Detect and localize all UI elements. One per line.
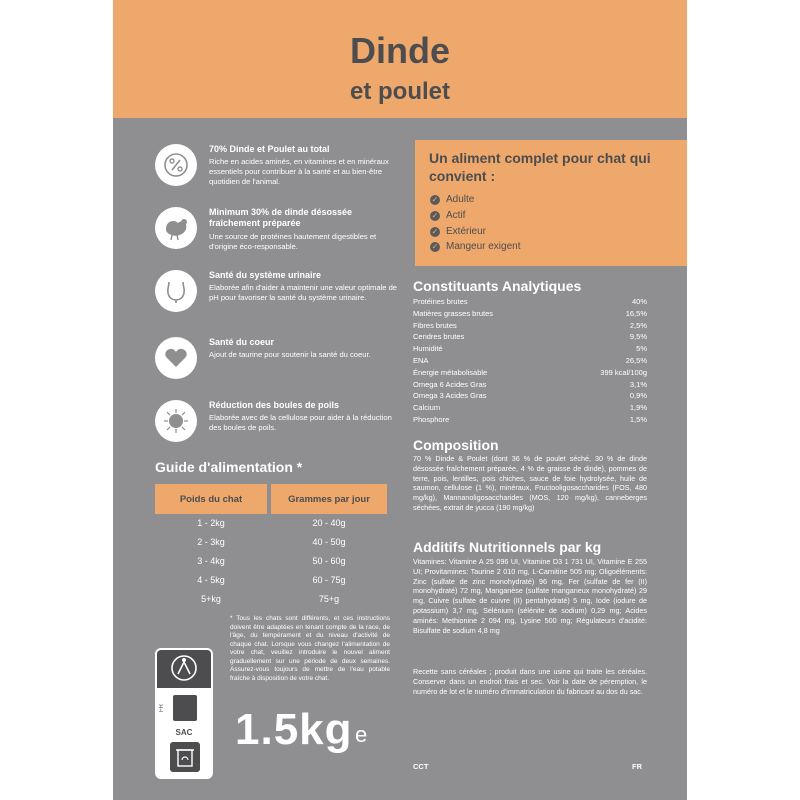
suitability-item: ✓ Mangeur exigent bbox=[431, 241, 521, 252]
analytics-label: Humidité bbox=[413, 344, 443, 354]
recycling-label bbox=[155, 648, 213, 779]
additives-title: Additifs Nutritionnels par kg bbox=[413, 539, 602, 555]
benefit-description: Ajout de taurine pour soutenir la santé du coeur. bbox=[209, 350, 371, 359]
column-header-grams: Grammes par jour bbox=[271, 484, 387, 514]
analytics-value: 26,5% bbox=[625, 356, 647, 365]
additives-text: Vitamines: Vitamine A 25 096 UI, Vitamine D3 1 731 UI, Vitamine E 255 UI; Provitamines: Taurine 2 010 mg, L-Carnitine 505 mg; Oligoéléments: Zinc (sulfate de zinc monohydraté) 96 mg, Fer (sulfate de fer (II) monohydraté) 72 mg, Manganèse (sulfate manganeux monohydraté) 29 mg, Cuivre (sulfate de cuivre (II) pentahydraté) 5 mg, Iode (iodure de potassium) 3,7 mg, Sélénium (sélénite de sodium) 0,29 mg; Acides aminés: Methionine 2 094 mg, Lysine 500 mg; Régulateurs d'acidité: Bisulfate de sodium 4,8 mg bbox=[413, 557, 647, 635]
analytics-value: 2,5% bbox=[629, 320, 647, 330]
guide-grams-cell: 40 - 50g bbox=[312, 537, 346, 547]
storage-text: Recette sans céréales ; produit dans une usine qui traite les céréales. Conserver dans un endroit frais et sec. Voir la date de péremption, le numéro de lot et le numéro d'immatriculation du fabricant au dos du sac. bbox=[413, 667, 647, 696]
benefit-description: Une source de protéines hautement digestibles et d'origine éco-responsable. bbox=[209, 232, 377, 251]
net-weight: 1.5kg bbox=[235, 705, 353, 754]
analytics-label: ENA bbox=[413, 356, 429, 365]
benefit-description: Elaborée afin d'aider à maintenir une valeur optimale de pH pour favoriser la santé du système urinaire. bbox=[209, 283, 398, 302]
estimated-sign: e bbox=[355, 722, 368, 747]
analytics-label: Fibres brutes bbox=[413, 320, 457, 330]
analytics-value: 16,5% bbox=[625, 308, 647, 318]
composition-text: 70 % Dinde & Poulet (dont 36 % de poulet séché, 30 % de dinde désossée fraîchement préparée, 4 % de graisse de dinde), pommes de terre, pois, lentilles, pois chiches, sauce de foie hydrolysée, huile de saumon, cellulose (1 %), minéraux, Fructooligosaccharides (FOS, 480 mg/kg), Mannanoligosaccharides (MOS, 120 mg/kg), canneberges séchées, extrait de yucca (190 mg/kg) bbox=[413, 454, 647, 512]
analytics-value: 1,9% bbox=[629, 403, 647, 413]
analytics-label: Cendres brutes bbox=[413, 332, 465, 342]
product-title: Dinde bbox=[349, 30, 450, 71]
analytics-value: 0,9% bbox=[629, 391, 647, 401]
analytics-value: 3,1% bbox=[629, 379, 647, 389]
analytics-row bbox=[413, 368, 647, 377]
analytics-label: Protéines brutes bbox=[413, 297, 468, 306]
footer-code: CCT bbox=[413, 762, 429, 771]
benefit-title: Réduction des boules de poils bbox=[209, 400, 340, 410]
bag-icon bbox=[173, 695, 197, 721]
benefit-title: Santé du système urinaire bbox=[209, 270, 322, 280]
analytics-row bbox=[413, 415, 647, 424]
country-code: FR bbox=[159, 704, 165, 712]
analytics-row bbox=[413, 297, 647, 306]
material-label: SAC bbox=[175, 728, 193, 737]
analytics-row bbox=[413, 332, 647, 341]
guide-weight-cell: 2 - 3kg bbox=[197, 537, 225, 547]
suitability-item: ✓ Adulte bbox=[431, 194, 475, 205]
analytics-row bbox=[413, 321, 647, 330]
analytics-label: Énergie métabolisable bbox=[413, 367, 488, 377]
recycling-bin-icon bbox=[170, 742, 200, 772]
feeding-guide-title: Guide d'alimentation * bbox=[155, 459, 303, 475]
composition-title: Composition bbox=[413, 437, 499, 453]
guide-weight-cell: 1 - 2kg bbox=[197, 518, 225, 528]
product-subtitle: et poulet bbox=[350, 78, 450, 105]
column-header-weight: Poids du chat bbox=[155, 484, 267, 514]
analytics-row bbox=[413, 403, 647, 412]
analytics-label: Matières grasses brutes bbox=[413, 308, 494, 318]
analytics-label: Calcium bbox=[413, 403, 441, 413]
benefit-title: Santé du coeur bbox=[209, 337, 275, 347]
heart-icon bbox=[155, 337, 197, 379]
analytics-value: 399 kcal/100g bbox=[600, 367, 647, 377]
suitability-item: ✓ Actif bbox=[431, 210, 466, 221]
footer-language: FR bbox=[632, 762, 642, 771]
guide-weight-cell: 3 - 4kg bbox=[197, 556, 225, 566]
check-icon: ✓ bbox=[431, 194, 439, 204]
check-icon: ✓ bbox=[431, 241, 439, 251]
analytics-title: Constituants Analytiques bbox=[413, 278, 582, 294]
analytics-value: 1,5% bbox=[629, 415, 647, 424]
analytics-label: Phosphore bbox=[413, 415, 450, 424]
check-icon: ✓ bbox=[431, 226, 439, 236]
analytics-value: 5% bbox=[636, 344, 647, 354]
suitability-title: Un aliment complet pour chat qui convient : bbox=[429, 150, 651, 184]
analytics-row bbox=[413, 356, 647, 365]
analytics-row bbox=[413, 344, 647, 353]
percent-icon bbox=[155, 144, 197, 186]
analytics-label: Omega 6 Acides Gras bbox=[413, 379, 487, 389]
guide-weight-cell: 5+kg bbox=[201, 594, 221, 604]
benefit-title: 70% Dinde et Poulet au total bbox=[209, 144, 330, 154]
analytics-row bbox=[413, 391, 647, 400]
benefit-title: Minimum 30% de dinde désossée fraîchement préparée bbox=[209, 207, 353, 228]
guide-grams-cell: 20 - 40g bbox=[312, 518, 346, 528]
analytics-value: 40% bbox=[631, 297, 647, 306]
guide-grams-cell: 50 - 60g bbox=[312, 556, 346, 566]
suitability-item: ✓ Extérieur bbox=[431, 226, 487, 237]
feeding-footnote: * Tous les chats sont différents, et ces instructions doivent être adaptées en tenant compte de la race, de l'âge, du tempérament et du niveau d'activité de chaque chat. Lorsque vous changez l'alimentation de votre chat, veuillez introduire le nouvel aliment graduellement sur une période de deux semaines. Assurez-vous toujours de mettre de l'eau potable fraîche à disposition de votre chat. bbox=[230, 615, 390, 682]
analytics-row bbox=[413, 309, 647, 318]
analytics-value: 9,5% bbox=[629, 332, 647, 342]
bladder-icon bbox=[155, 270, 197, 312]
benefit-description: Elaborée avec de la cellulose pour aider à la réduction des boules de poils. bbox=[209, 413, 392, 432]
check-icon: ✓ bbox=[431, 210, 439, 220]
guide-grams-cell: 75+g bbox=[318, 594, 340, 604]
analytics-label: Omega 3 Acides Gras bbox=[413, 391, 487, 401]
suitability-box bbox=[415, 140, 687, 266]
analytics-row bbox=[413, 380, 647, 389]
benefit-description: Riche en acides aminés, en vitamines et en minéraux essentiels pour contribuer à la santé et au bien-être quotidien de l'animal. bbox=[209, 157, 389, 186]
triman-icon bbox=[157, 650, 211, 688]
turkey-icon bbox=[155, 207, 197, 249]
guide-grams-cell: 60 - 75g bbox=[312, 575, 346, 585]
guide-weight-cell: 4 - 5kg bbox=[197, 575, 225, 585]
hairball-icon bbox=[155, 400, 197, 442]
